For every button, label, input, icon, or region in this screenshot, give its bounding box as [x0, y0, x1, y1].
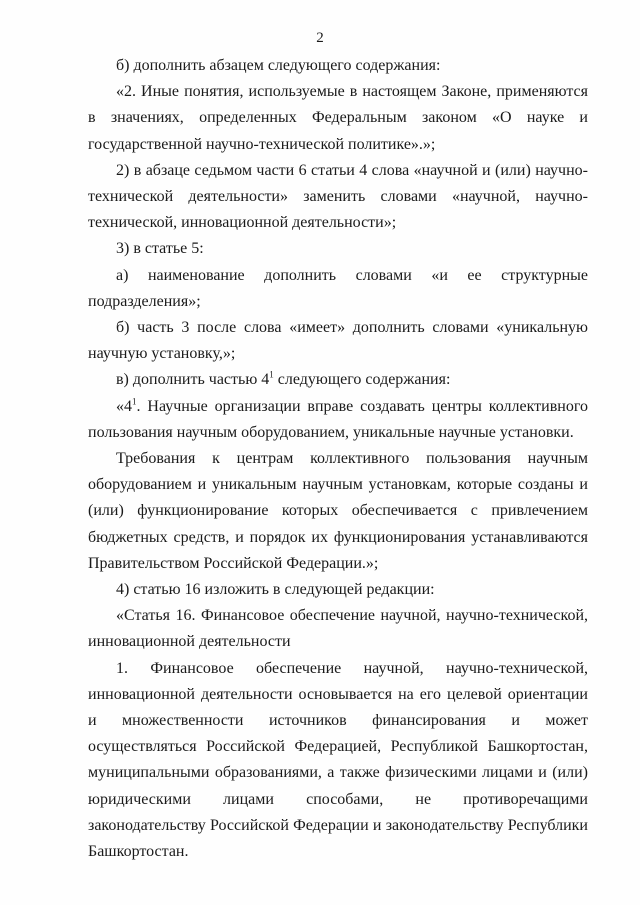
paragraph-item-3a [88, 263, 588, 315]
paragraph-item-3b [88, 315, 588, 367]
paragraph-item-3v [88, 367, 588, 393]
paragraph-text: . Научные организации вправе создавать центры коллективного пользования научным оборудованием, уникальные научные установки. [88, 397, 588, 441]
paragraph-article-16-title [88, 603, 588, 655]
paragraph-text: а) наименование дополнить словами «и ее структурные подразделения»; [88, 266, 588, 310]
paragraph-text: «4 [116, 397, 132, 415]
paragraph-item-2 [88, 158, 588, 237]
paragraph-article-16-part-1 [88, 656, 588, 866]
paragraph-text: Требования к центрам коллективного пользования научным оборудованием и уникальным научным установкам, которые созданы и (или) функционирование которых обеспечивается с привлечением бюджетных средств, и порядок их функционирования устанавливаются Правительством Российской Федерации.»; [88, 450, 588, 572]
paragraph-item-4 [88, 577, 588, 603]
superscript: 1 [132, 396, 137, 407]
paragraph-text: 1. Финансовое обеспечение научной, научно-технической, инновационной деятельности основывается на его целевой ориентации и множественности источников финансирования и может осуществляться Российской Федерацией, Республикой Башкортостан, муниципальными образованиями, а также физическими лицами и (или) юридическими лицами способами, не противоречащими законодательству Российской Федерации и законодательству Республики Башкортостан. [88, 659, 588, 861]
paragraph-text: следующего содержания: [273, 371, 451, 389]
paragraph-text: 2) в абзаце седьмом части 6 статьи 4 слова «научной и (или) научно-технической деятельности» заменить словами «научной, научно-технической, инновационной деятельности»; [88, 161, 588, 232]
document-body [88, 53, 588, 865]
superscript: 1 [269, 370, 274, 381]
paragraph-part-4-1 [88, 394, 588, 446]
paragraph-text: 4) статью 16 изложить в следующей редакции: [116, 581, 435, 599]
paragraph-requirements [88, 446, 588, 577]
paragraph-text: «2. Иные понятия, используемые в настоящем Законе, применяются в значениях, определенных Федеральным законом «О науке и государственной научно-технической политике».»; [88, 83, 588, 153]
paragraph-text: 3) в статье 5: [116, 240, 204, 258]
paragraph-item-3 [88, 236, 588, 262]
paragraph-text: б) часть 3 после слова «имеет» дополнить словами «уникальную научную установку,»; [88, 319, 588, 363]
paragraph-text: б) дополнить абзацем следующего содержания: [116, 57, 441, 74]
paragraph-text: «Статья 16. Финансовое обеспечение научной, научно-технической, инновационной деятельности [88, 607, 588, 651]
paragraph-text: в) дополнить частью 4 [116, 371, 270, 389]
page-number: 2 [316, 30, 324, 46]
paragraph-b-add-abzac [88, 53, 588, 79]
paragraph-quote-concepts [88, 79, 588, 158]
